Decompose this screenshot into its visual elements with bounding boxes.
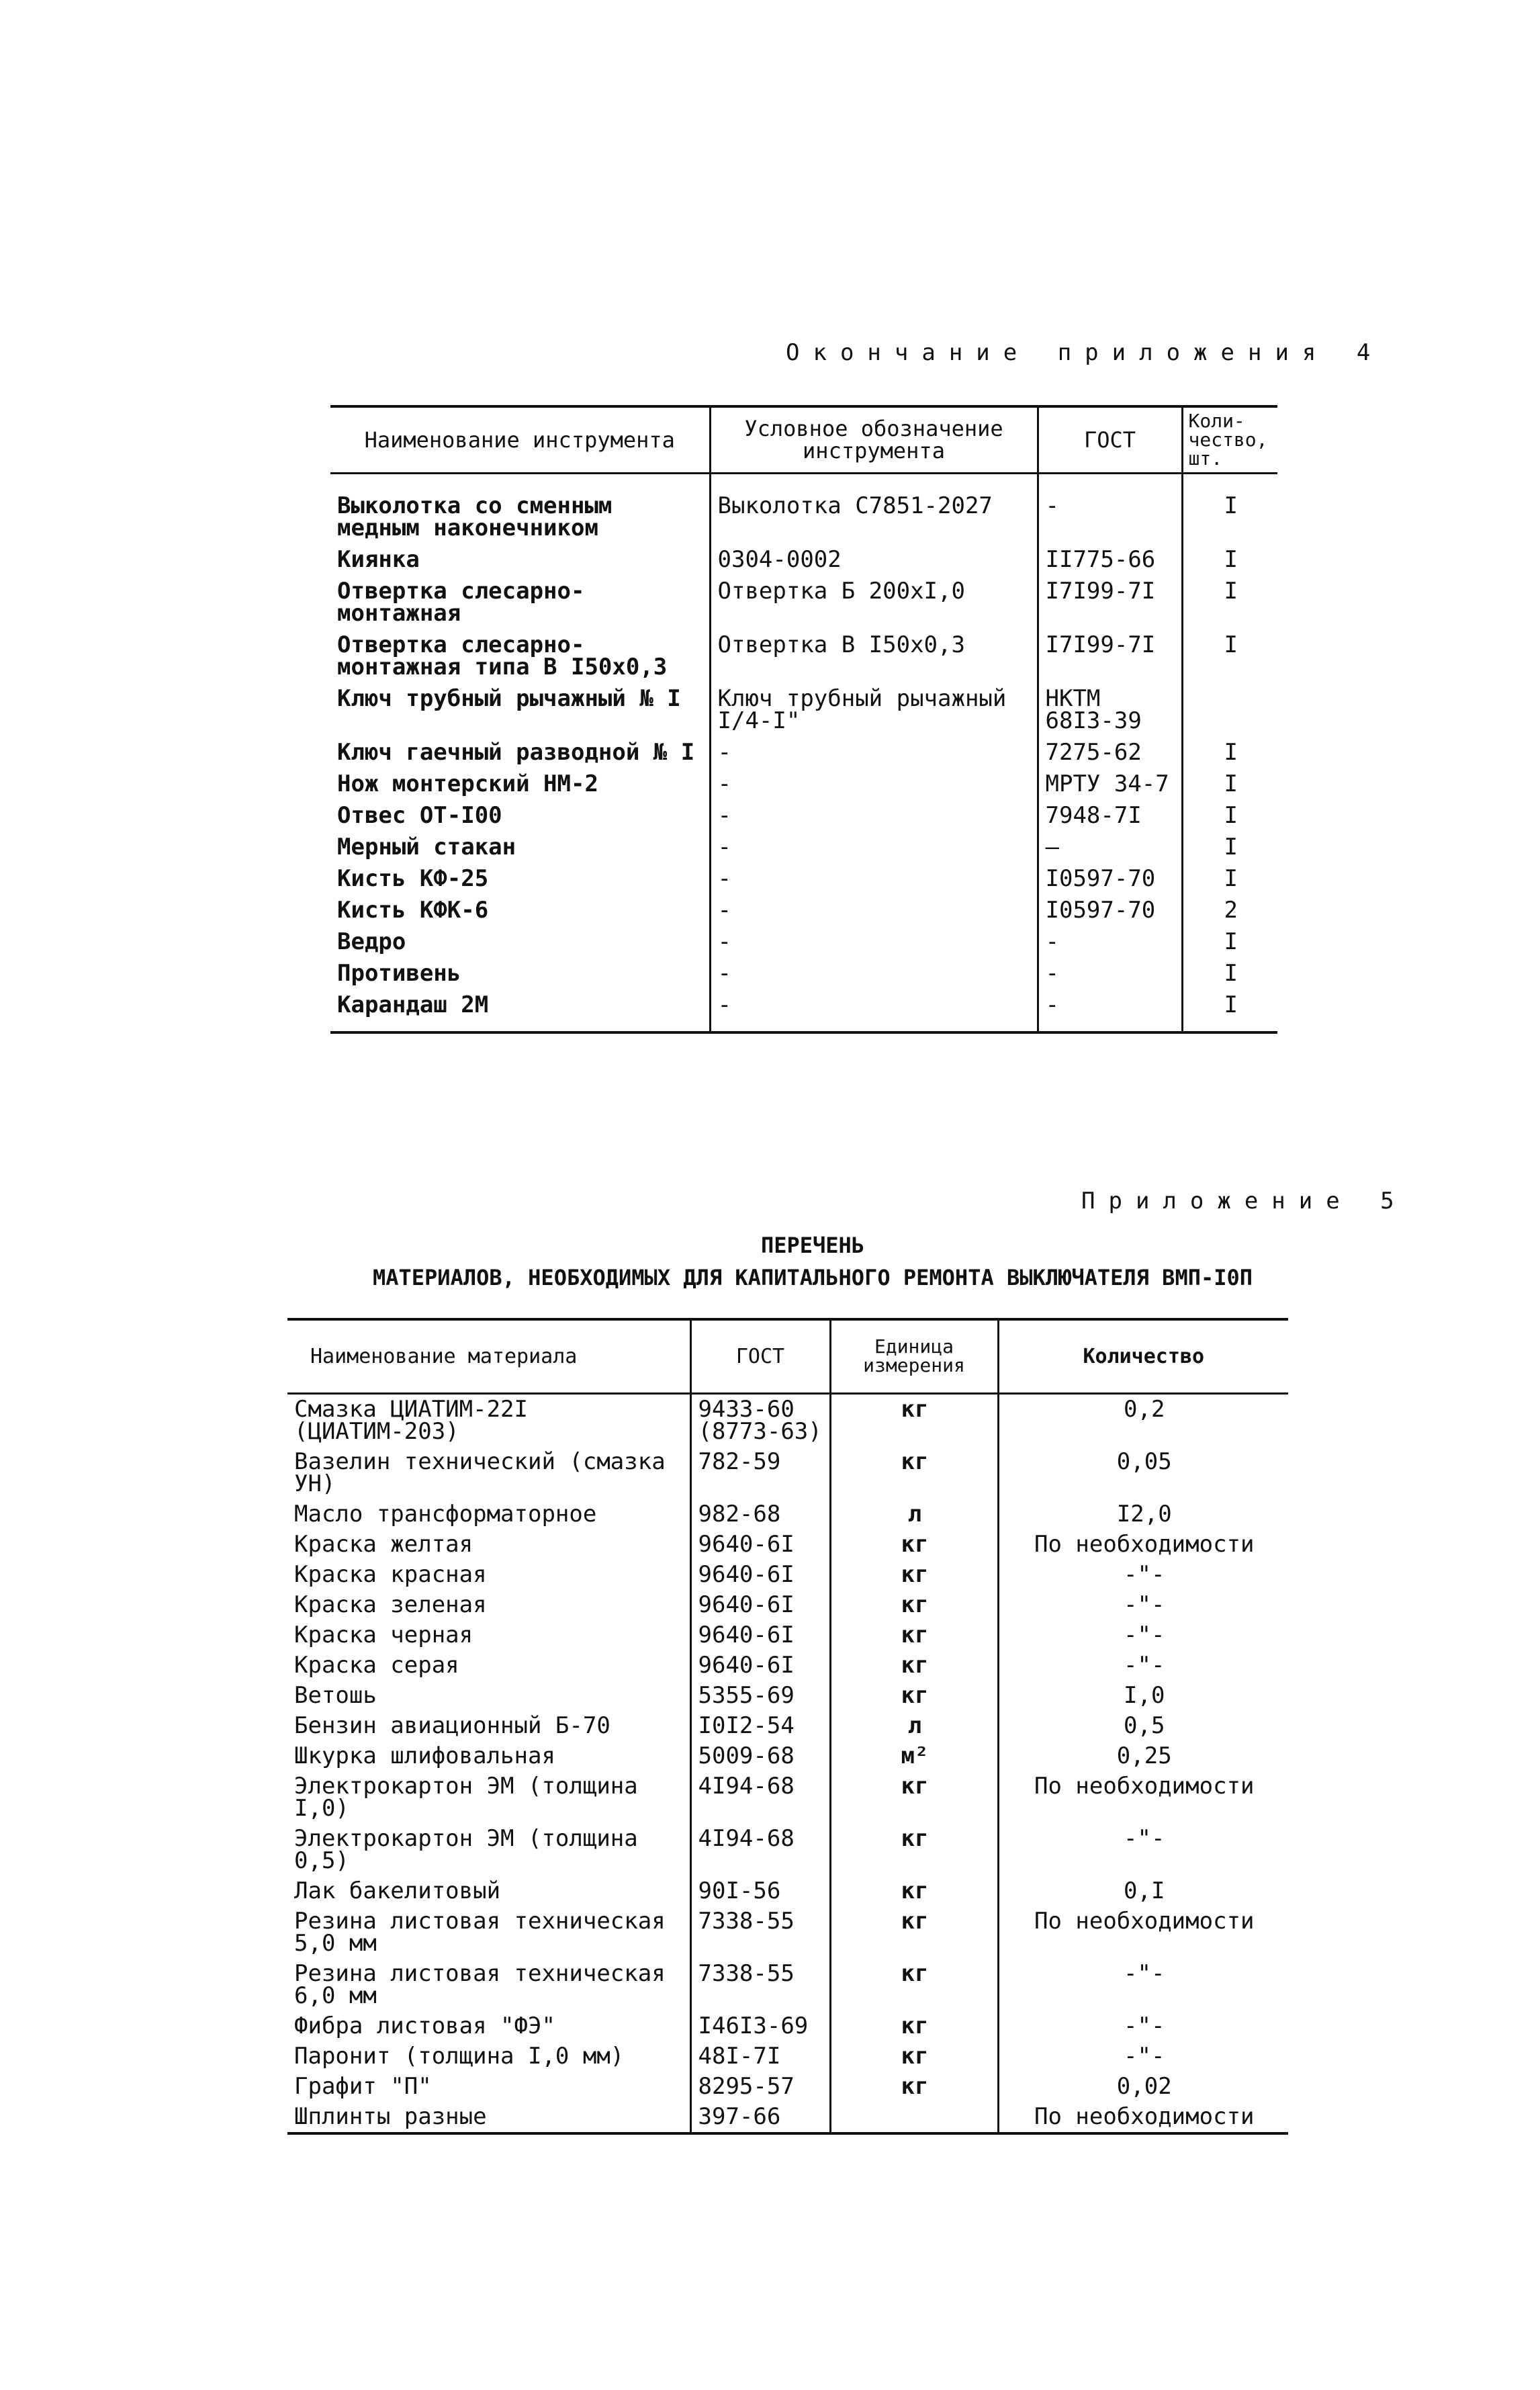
tool-name-cell: Ведро	[337, 928, 406, 955]
material-unit-cell: кг	[830, 1959, 998, 2011]
material-name-cell: Лак бакелитовый	[294, 1877, 501, 1904]
tool-quantity-cell: 2	[1182, 895, 1277, 926]
material-gost-cell: 397-66	[690, 2102, 830, 2133]
materials-col-unit-header: Единица измерения	[830, 1319, 998, 1393]
material-row	[287, 1650, 1288, 1681]
material-gost-cell: 9640-6I	[690, 1620, 830, 1650]
materials-col-gost-header: ГОСТ	[690, 1319, 830, 1393]
material-gost-cell: I46I3-69	[690, 2011, 830, 2041]
material-name-cell: Шкурка шлифовальная	[294, 1742, 555, 1769]
material-quantity-cell: I2,0	[998, 1499, 1288, 1530]
tool-designation-cell: -	[710, 926, 1038, 958]
material-unit-cell: м²	[830, 1741, 998, 1771]
material-name-cell: Электрокартон ЭМ (толщина I,0)	[294, 1772, 638, 1822]
tool-row	[330, 683, 1277, 737]
material-name-cell: Краска красная	[294, 1560, 487, 1588]
material-row	[287, 2041, 1288, 2072]
material-name-cell: Краска зеленая	[294, 1591, 487, 1618]
tool-name-cell: Кисть КФ-25	[337, 865, 489, 892]
tool-row	[330, 490, 1277, 544]
material-name-cell: Паронит (толщина I,0 мм)	[294, 2042, 625, 2070]
tool-designation-cell: Выколотка С7851-2027	[710, 490, 1038, 544]
appendix-4-continuation-heading: Окончание приложения 4	[786, 339, 1384, 366]
tool-name-cell: Отвес ОТ-I00	[337, 802, 502, 829]
material-gost-cell: 9640-6I	[690, 1590, 830, 1620]
material-gost-cell: 9433-60 (8773-63)	[690, 1393, 830, 1447]
material-unit-cell: кг	[830, 1650, 998, 1681]
tool-name-cell: Отвертка слесарно-монтажная	[337, 578, 585, 627]
tool-designation-cell: -	[710, 895, 1038, 926]
material-gost-cell: 8295-57	[690, 2072, 830, 2102]
material-quantity-cell: 0,I	[998, 1876, 1288, 1906]
material-unit-cell: кг	[830, 2011, 998, 2041]
tool-name-cell: Противень	[337, 960, 461, 987]
materials-list-title	[282, 1229, 1343, 1294]
tool-row	[330, 832, 1277, 863]
material-row	[287, 1906, 1288, 1959]
tool-quantity-cell: I	[1182, 863, 1277, 895]
materials-table-header	[287, 1319, 1288, 1393]
tools-table	[330, 405, 1277, 1034]
tool-name-cell: Мерный стакан	[337, 834, 516, 860]
tool-name-cell: Отвертка слесарно-монтажная типа В I50х0,3	[337, 631, 668, 680]
material-row	[287, 1876, 1288, 1906]
material-gost-cell: 9640-6I	[690, 1560, 830, 1590]
tool-quantity-cell: I	[1182, 544, 1277, 576]
tool-designation-cell: -	[710, 958, 1038, 989]
tool-row	[330, 958, 1277, 989]
materials-col-name-header: Наименование материала	[310, 1344, 578, 1368]
tool-designation-cell: -	[710, 768, 1038, 800]
material-gost-cell: 48I-7I	[690, 2041, 830, 2072]
material-quantity-cell: 0,05	[998, 1447, 1288, 1499]
tool-quantity-cell: I	[1182, 629, 1277, 683]
material-unit-cell: кг	[830, 1620, 998, 1650]
tools-table-body	[330, 474, 1277, 1033]
material-name-cell: Электрокартон ЭМ (толщина 0,5)	[294, 1824, 638, 1874]
material-quantity-cell: По необходимости	[998, 1530, 1288, 1560]
materials-col-quantity-header: Количество	[998, 1319, 1288, 1393]
material-row	[287, 1447, 1288, 1499]
tool-quantity-cell: I	[1182, 832, 1277, 863]
tools-col-quantity-header: Коли-чество, шт.	[1182, 406, 1277, 474]
material-gost-cell: 5009-68	[690, 1741, 830, 1771]
tools-col-name-header: Наименование инструмента	[364, 427, 675, 453]
tool-gost-cell: I0597-70	[1038, 895, 1182, 926]
tool-gost-cell: 7948-7I	[1038, 800, 1182, 832]
material-name-cell: Графит "П"	[294, 2072, 432, 2100]
material-row	[287, 1959, 1288, 2011]
tool-row	[330, 800, 1277, 832]
material-row	[287, 1824, 1288, 1876]
material-quantity-cell: 0,5	[998, 1711, 1288, 1741]
tool-row	[330, 737, 1277, 768]
material-unit-cell: кг	[830, 1771, 998, 1824]
tool-designation-cell: -	[710, 863, 1038, 895]
tool-gost-cell: 7275-62	[1038, 737, 1182, 768]
tool-row	[330, 989, 1277, 1032]
tool-designation-cell: 0304-0002	[710, 544, 1038, 576]
materials-table-body	[287, 1393, 1288, 2133]
material-row	[287, 1560, 1288, 1590]
tools-table-header	[330, 406, 1277, 474]
material-row	[287, 1590, 1288, 1620]
material-unit-cell: кг	[830, 1681, 998, 1711]
tool-gost-cell: I7I99-7I	[1038, 629, 1182, 683]
tool-row	[330, 576, 1277, 629]
material-row	[287, 1771, 1288, 1824]
material-unit-cell: кг	[830, 1447, 998, 1499]
material-unit-cell: кг	[830, 1560, 998, 1590]
material-row	[287, 1711, 1288, 1741]
tool-gost-cell: МРТУ 34-7	[1038, 768, 1182, 800]
tool-gost-cell: -	[1038, 958, 1182, 989]
material-name-cell: Краска желтая	[294, 1530, 473, 1558]
material-quantity-cell: По необходимости	[998, 2102, 1288, 2133]
material-name-cell: Вазелин технический (смазка УН)	[294, 1448, 666, 1497]
material-unit-cell: кг	[830, 1824, 998, 1876]
material-gost-cell: 5355-69	[690, 1681, 830, 1711]
material-gost-cell: 7338-55	[690, 1906, 830, 1959]
material-unit-cell: кг	[830, 2072, 998, 2102]
material-row	[287, 2102, 1288, 2133]
material-gost-cell: 782-59	[690, 1447, 830, 1499]
tool-gost-cell: -	[1038, 926, 1182, 958]
tool-quantity-cell: I	[1182, 958, 1277, 989]
material-unit-cell: л	[830, 1499, 998, 1530]
material-quantity-cell: -"-	[998, 2011, 1288, 2041]
tools-col-gost-header: ГОСТ	[1038, 406, 1182, 474]
material-quantity-cell: -"-	[998, 1620, 1288, 1650]
tool-row	[330, 544, 1277, 576]
material-name-cell: Смазка ЦИАТИМ-22I (ЦИАТИМ-203)	[294, 1395, 528, 1445]
material-quantity-cell: 0,02	[998, 2072, 1288, 2102]
material-unit-cell: кг	[830, 1530, 998, 1560]
tool-gost-cell: II775-66	[1038, 544, 1182, 576]
materials-table	[287, 1318, 1288, 2135]
material-quantity-cell: -"-	[998, 1650, 1288, 1681]
material-name-cell: Фибра листовая "ФЭ"	[294, 2012, 555, 2039]
material-quantity-cell: По необходимости	[998, 1906, 1288, 1959]
tool-quantity-cell: I	[1182, 800, 1277, 832]
tool-name-cell: Карандаш 2М	[337, 991, 489, 1018]
tool-designation-cell: -	[710, 737, 1038, 768]
material-row	[287, 1499, 1288, 1530]
tool-designation-cell: -	[710, 800, 1038, 832]
material-unit-cell: кг	[830, 1590, 998, 1620]
material-row	[287, 1530, 1288, 1560]
materials-list-title-line-2: МАТЕРИАЛОВ, НЕОБХОДИМЫХ ДЛЯ КАПИТАЛЬНОГО РЕМОНТА ВЫКЛЮЧАТЕЛЯ ВМП-I0П	[372, 1265, 1253, 1290]
material-name-cell: Краска серая	[294, 1651, 459, 1679]
material-name-cell: Резина листовая техническая 6,0 мм	[294, 1959, 666, 2009]
material-gost-cell: 7338-55	[690, 1959, 830, 2011]
tool-gost-cell: —	[1038, 832, 1182, 863]
material-unit-cell: кг	[830, 1393, 998, 1447]
material-name-cell: Шплинты разные	[294, 2103, 487, 2130]
tool-name-cell: Выколотка со сменным медным наконечником	[337, 492, 613, 541]
tool-gost-cell: -	[1038, 490, 1182, 544]
material-unit-cell: л	[830, 1711, 998, 1741]
tool-designation-cell: -	[710, 989, 1038, 1032]
tool-row	[330, 895, 1277, 926]
material-quantity-cell: 0,25	[998, 1741, 1288, 1771]
tool-quantity-cell: I	[1182, 737, 1277, 768]
tool-designation-cell: -	[710, 832, 1038, 863]
tool-designation-cell: Ключ трубный рычажный I/4-I"	[710, 683, 1038, 737]
material-quantity-cell: 0,2	[998, 1393, 1288, 1447]
material-quantity-cell: -"-	[998, 2041, 1288, 2072]
material-quantity-cell: -"-	[998, 1590, 1288, 1620]
materials-list-title-line-1: ПЕРЕЧЕНЬ	[760, 1233, 865, 1258]
material-unit-cell: кг	[830, 1876, 998, 1906]
tool-quantity-cell: I	[1182, 768, 1277, 800]
tool-row	[330, 768, 1277, 800]
tool-designation-cell: Отвертка Б 200хI,0	[710, 576, 1038, 629]
material-gost-cell: 9640-6I	[690, 1530, 830, 1560]
tool-gost-cell: I0597-70	[1038, 863, 1182, 895]
material-gost-cell: 90I-56	[690, 1876, 830, 1906]
material-unit-cell	[830, 2102, 998, 2133]
material-quantity-cell: -"-	[998, 1959, 1288, 2011]
material-name-cell: Резина листовая техническая 5,0 мм	[294, 1907, 666, 1957]
material-row	[287, 2072, 1288, 2102]
material-gost-cell: 9640-6I	[690, 1650, 830, 1681]
material-name-cell: Краска черная	[294, 1621, 473, 1648]
tool-gost-cell: НКТМ 68I3-39	[1038, 683, 1182, 737]
tool-row	[330, 863, 1277, 895]
tool-quantity-cell: I	[1182, 490, 1277, 544]
material-unit-cell: кг	[830, 1906, 998, 1959]
tool-gost-cell: -	[1038, 989, 1182, 1032]
tool-name-cell: Нож монтерский НМ-2	[337, 770, 598, 797]
tool-row	[330, 926, 1277, 958]
material-row	[287, 1620, 1288, 1650]
material-name-cell: Ветошь	[294, 1681, 377, 1709]
tool-quantity-cell: I	[1182, 926, 1277, 958]
tool-name-cell: Кисть КФК-6	[337, 897, 489, 924]
material-row	[287, 1393, 1288, 1447]
material-quantity-cell: -"-	[998, 1560, 1288, 1590]
material-gost-cell: 982-68	[690, 1499, 830, 1530]
tool-gost-cell: I7I99-7I	[1038, 576, 1182, 629]
material-quantity-cell: -"-	[998, 1824, 1288, 1876]
material-gost-cell: 4I94-68	[690, 1771, 830, 1824]
tools-col-designation-header: Условное обозначение инструмента	[710, 406, 1038, 474]
material-row	[287, 2011, 1288, 2041]
tool-name-cell: Киянка	[337, 546, 420, 573]
tool-quantity-cell: I	[1182, 989, 1277, 1032]
tool-designation-cell: Отвертка В I50х0,3	[710, 629, 1038, 683]
tool-quantity-cell	[1182, 683, 1277, 737]
material-gost-cell: I0I2-54	[690, 1711, 830, 1741]
material-row	[287, 1681, 1288, 1711]
tool-name-cell: Ключ гаечный разводной № I	[337, 739, 695, 766]
material-unit-cell: кг	[830, 2041, 998, 2072]
tool-row	[330, 629, 1277, 683]
material-name-cell: Бензин авиационный Б-70	[294, 1712, 610, 1739]
appendix-5-heading: Приложение 5	[1081, 1188, 1408, 1214]
material-row	[287, 1741, 1288, 1771]
material-name-cell: Масло трансформаторное	[294, 1500, 597, 1528]
material-quantity-cell: По необходимости	[998, 1771, 1288, 1824]
material-gost-cell: 4I94-68	[690, 1824, 830, 1876]
tool-name-cell: Ключ трубный рычажный № I	[337, 685, 681, 712]
material-quantity-cell: I,0	[998, 1681, 1288, 1711]
tool-quantity-cell: I	[1182, 576, 1277, 629]
